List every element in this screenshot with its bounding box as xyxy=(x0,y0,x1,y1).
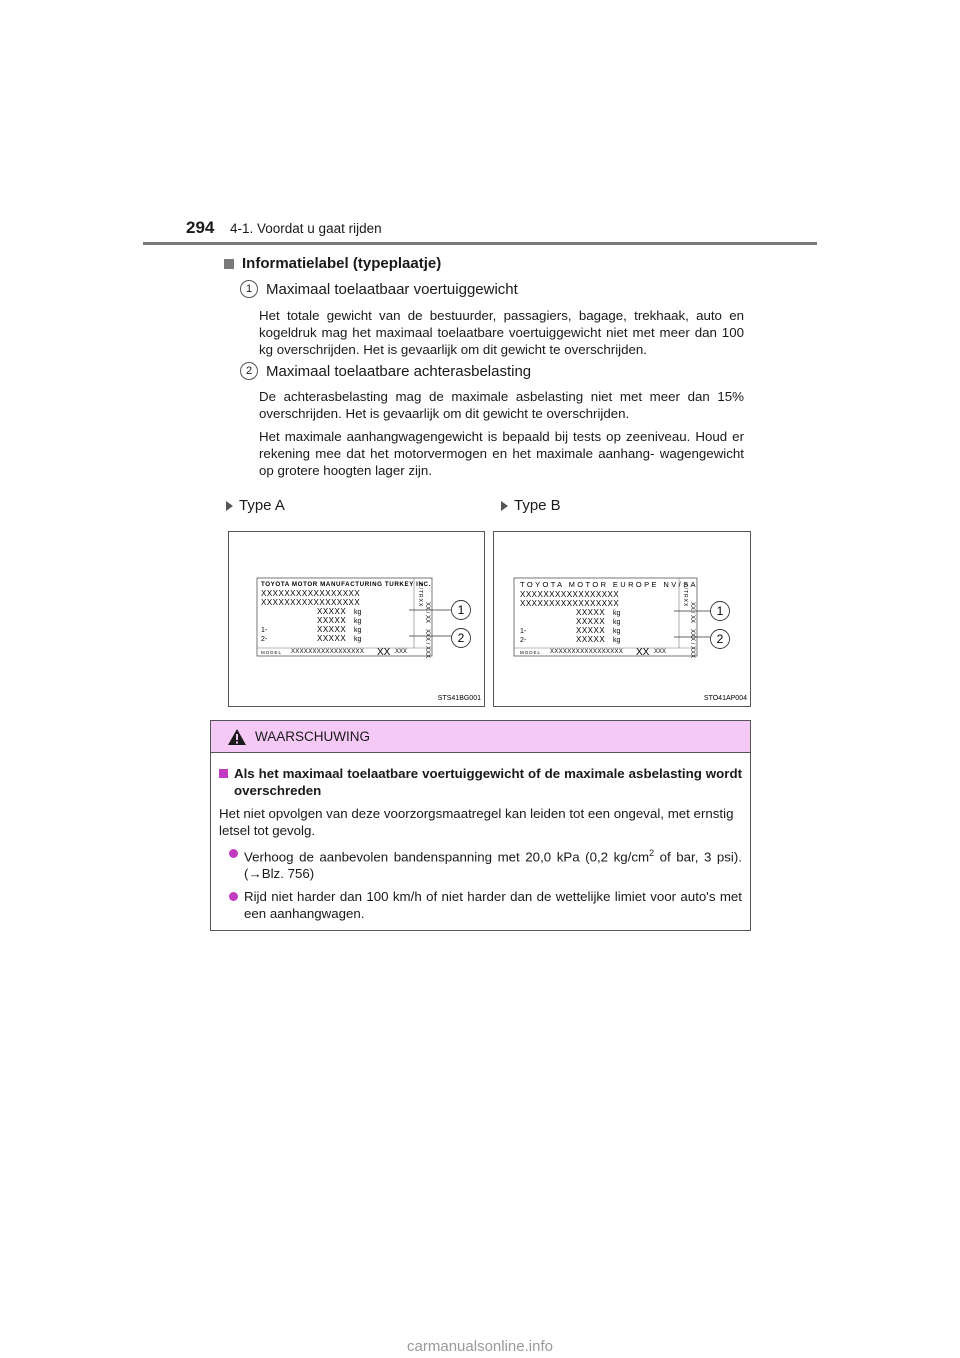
plate-vin-1: XXXXXXXXXXXXXXXXX xyxy=(261,589,361,598)
callout-2-text: 2 xyxy=(457,631,465,645)
figure-code-a: STS41BG001 xyxy=(437,695,481,702)
plate-model-small: XXX xyxy=(654,649,667,655)
plate-model-big: XX xyxy=(636,647,650,658)
plate-unit-2: kg xyxy=(354,618,362,625)
plate-side-col1: XX / XX xyxy=(424,602,430,624)
plate-weight-2: XXXXX xyxy=(576,617,606,626)
plate-unit-1: kg xyxy=(613,610,621,617)
type-b-label xyxy=(501,497,561,514)
plate-side-col1: XX / XX xyxy=(689,602,695,624)
square-bullet-icon xyxy=(219,769,228,778)
warning-subheading xyxy=(219,765,742,799)
plate-model-small: XXX xyxy=(395,649,408,655)
item-2-text-2: Het maximale aanhangwagengewicht is bepaald bij tests op zeeniveau. Houd er rekening mee dat het motorvermogen en het maximale aanhang- wagengewicht op grotere hoogten lager zijn. xyxy=(259,429,744,478)
figure-type-a xyxy=(228,531,485,707)
warning-triangle-icon xyxy=(227,728,247,746)
plate-model-value: XXXXXXXXXXXXXXXXX xyxy=(291,649,365,655)
plate-vin-1: XXXXXXXXXXXXXXXXX xyxy=(520,590,620,599)
plate-axle-2: 2- xyxy=(261,636,268,643)
plate-vin-2: XXXXXXXXXXXXXXXXX xyxy=(520,599,620,608)
plate-maker: TOYOTA MOTOR EUROPE NV/SA xyxy=(520,580,698,589)
warning-title: WAARSCHUWING xyxy=(255,729,370,744)
plate-diagram-b xyxy=(494,532,750,706)
plate-weight-3: XXXXX xyxy=(317,625,347,634)
plate-diagram-a xyxy=(229,532,484,706)
figure-type-b xyxy=(493,531,751,707)
figure-code-b: STO41AP004 xyxy=(703,695,747,702)
plate-model-label: MODEL xyxy=(261,650,283,655)
plate-side-col2: XXX / XXX xyxy=(424,629,430,659)
section-heading xyxy=(224,255,441,272)
warning-bullet-1-text: Verhoog de aanbevolen bandenspanning met 20,0 kPa (0,2 $kg/cm^2$ of bar, 3 psi). (→Blz. 756) xyxy=(244,848,743,882)
callout-1-text: 1 xyxy=(716,604,724,618)
callout-1-text: 1 xyxy=(457,603,465,617)
item-1-heading xyxy=(240,280,518,298)
plate-model-value: XXXXXXXXXXXXXXXXX xyxy=(550,649,624,655)
header-rule xyxy=(143,242,817,245)
warning-text: Het niet opvolgen van deze voorzorgsmaatregel kan leiden tot een ongeval, met ernstig letsel tot gevolg. xyxy=(219,806,734,838)
plate-axle-1: 1- xyxy=(520,628,527,635)
item-2-heading xyxy=(240,362,531,380)
plate-unit-3: kg xyxy=(613,628,621,635)
warning-body xyxy=(211,753,750,922)
plate-axle-1: 1- xyxy=(261,627,268,634)
number-2-icon: 2 xyxy=(240,362,258,380)
square-bullet-icon xyxy=(224,259,234,269)
plate-weight-2: XXXXX xyxy=(317,616,347,625)
triangle-bullet-icon xyxy=(226,501,233,511)
item-1-title: Maximaal toelaatbaar voertuiggewicht xyxy=(266,280,518,298)
plate-weight-1: XXXXX xyxy=(576,608,606,617)
item-2-title: Maximaal toelaatbare achterasbelasting xyxy=(266,362,532,380)
plate-weight-3: XXXXX xyxy=(576,626,606,635)
plate-weight-4: XXXXX xyxy=(576,635,606,644)
number-1-icon: 1 xyxy=(240,280,258,298)
callout-2-text: 2 xyxy=(716,632,724,646)
type-a-label xyxy=(226,497,285,514)
plate-side-chars: C/TRXX xyxy=(682,583,688,608)
page-reference-link: Blz. 756) xyxy=(261,866,315,882)
item-1-text: Het totale gewicht van de bestuurder, passagiers, bagage, trekhaak, auto en kogeldruk mag het maximaal toelaatbare voertuiggewicht niet met meer dan 100 kg overschrijden. Het is gevaarlijk om dit gewicht te overschrijden. xyxy=(259,308,744,357)
watermark: carmanualsonline.info xyxy=(407,1338,553,1355)
warning-bullet-1 xyxy=(219,845,742,882)
type-b-text: Type B xyxy=(514,497,561,514)
plate-unit-1: kg xyxy=(354,609,362,616)
section-title: 4-1. Voordat u gaat rijden xyxy=(230,221,382,236)
plate-maker: TOYOTA MOTOR MANUFACTURING TURKEY INC. xyxy=(261,581,431,588)
page-number: 294 xyxy=(186,218,215,237)
plate-side-chars: C/TRXX xyxy=(417,583,423,608)
plate-axle-2: 2- xyxy=(520,637,527,644)
type-a-text: Type A xyxy=(239,497,285,514)
arrow-icon: → xyxy=(248,866,262,882)
plate-model-big: XX xyxy=(377,647,391,658)
plate-model-label: MODEL xyxy=(520,650,542,655)
plate-unit-3: kg xyxy=(354,627,362,634)
warning-bullet-2-text: Rijd niet harder dan 100 km/h of niet harder dan de wettelijke limiet voor auto's met een aanhangwagen. xyxy=(244,889,742,922)
warning-header xyxy=(211,721,750,753)
circle-bullet-icon xyxy=(229,849,238,858)
plate-weight-4: XXXXX xyxy=(317,634,347,643)
warning-bullet-2 xyxy=(219,888,742,922)
plate-side-col2: XXX / XXX xyxy=(689,629,695,659)
warning-sub-text: Als het maximaal toelaatbare voertuiggewicht of de maximale asbelasting wordt overschreden xyxy=(234,766,742,798)
plate-unit-4: kg xyxy=(354,636,362,643)
plate-unit-2: kg xyxy=(613,619,621,626)
circle-bullet-icon xyxy=(229,892,238,901)
plate-vin-2: XXXXXXXXXXXXXXXXX xyxy=(261,598,361,607)
warning-box xyxy=(210,720,751,931)
plate-unit-4: kg xyxy=(613,637,621,644)
triangle-bullet-icon xyxy=(501,501,508,511)
item-2-text: De achterasbelasting mag de maximale asbelasting niet met meer dan 15% overschrijden. Het is gevaarlijk om dit gewicht te overschrijden. xyxy=(259,389,744,421)
plate-weight-1: XXXXX xyxy=(317,607,347,616)
heading-text: Informatielabel (typeplaatje) xyxy=(242,255,442,272)
